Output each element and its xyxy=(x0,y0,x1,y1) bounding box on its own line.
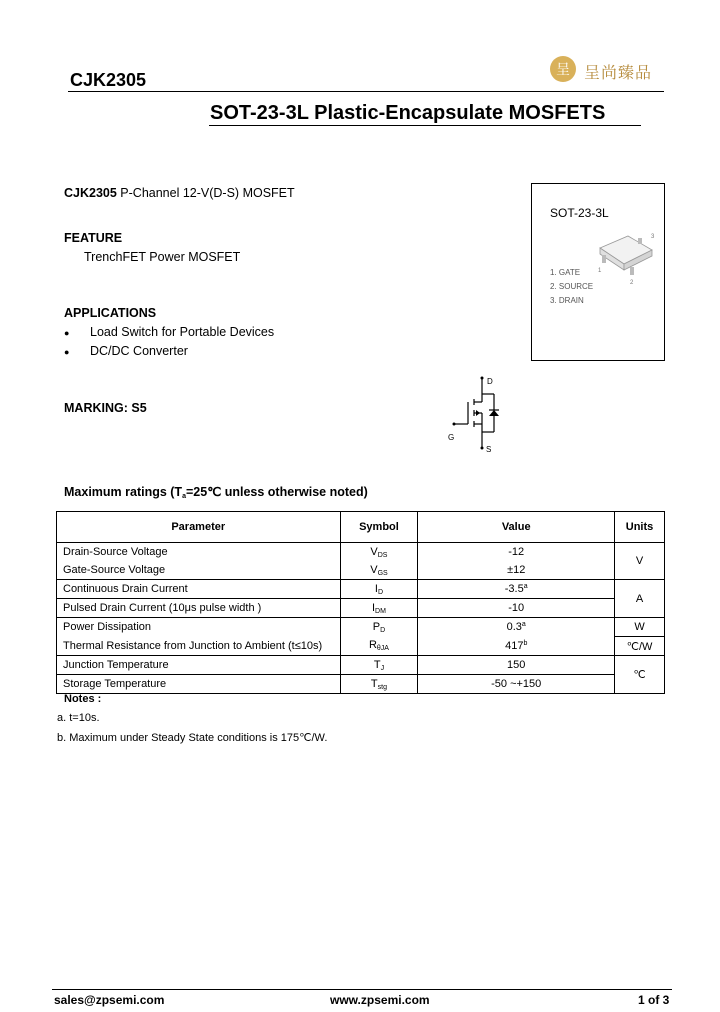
pin-gate: 1. GATE xyxy=(550,268,581,277)
param-cell: Storage Temperature xyxy=(57,675,341,694)
bullet-icon: ● xyxy=(64,347,70,357)
value-cell: ±12 xyxy=(418,561,615,580)
unit-cell: ℃/W xyxy=(615,637,665,656)
table-row xyxy=(57,656,665,675)
note-a: a. t=10s. xyxy=(57,712,100,724)
pin-1-label: 1 xyxy=(598,268,602,274)
marking: MARKING: S5 xyxy=(64,401,147,415)
col-symbol: Symbol xyxy=(340,512,418,543)
header-rule xyxy=(68,91,664,92)
pin-source: 2. SOURCE xyxy=(550,282,594,291)
symbol-cell: $I_{DM}$ xyxy=(340,599,418,618)
pin-2-label: 2 xyxy=(630,280,634,286)
value-cell: -3.5$^a$ xyxy=(418,580,615,599)
logo-mark: 呈 xyxy=(556,62,570,78)
page-title: SOT-23-3L Plastic-Encapsulate MOSFETS xyxy=(210,102,606,124)
param-cell: Continuous Drain Current xyxy=(57,580,341,599)
footer-website[interactable]: www.zpsemi.com xyxy=(330,993,430,1007)
symbol-cell: $V_{DS}$ xyxy=(340,543,418,562)
ratings-heading xyxy=(64,484,368,500)
value-cell: -50 ~+150 xyxy=(418,675,615,694)
drain-label: D xyxy=(487,377,493,386)
table-row xyxy=(57,599,665,618)
symbol-cell: $T_J$ xyxy=(340,656,418,675)
intro-line xyxy=(64,186,295,200)
ratings-heading-pre: Maximum ratings (T xyxy=(64,485,183,499)
unit-cell: ℃ xyxy=(615,656,665,694)
value-cell: 0.3$^a$ xyxy=(418,618,615,637)
param-cell: Junction Temperature xyxy=(57,656,341,675)
application-item-2: DC/DC Converter xyxy=(90,344,188,358)
col-units: Units xyxy=(615,512,665,543)
part-number: CJK2305 xyxy=(70,70,147,90)
package-box xyxy=(531,183,665,361)
title-underline xyxy=(209,125,641,126)
value-cell: 417$^b$ xyxy=(418,637,615,656)
ratings-heading-sub: a xyxy=(182,493,186,500)
mosfet-symbol-icon xyxy=(440,372,510,454)
value-cell: -12 xyxy=(418,543,615,562)
ratings-table xyxy=(56,511,665,694)
pin-drain: 3. DRAIN xyxy=(550,296,584,305)
table-row xyxy=(57,543,665,562)
intro-description: P-Channel 12-V(D-S) MOSFET xyxy=(116,186,295,200)
company-logo xyxy=(548,54,668,84)
table-row xyxy=(57,637,665,656)
symbol-cell: $P_D$ xyxy=(340,618,418,637)
unit-cell: V xyxy=(615,543,665,580)
feature-heading: FEATURE xyxy=(64,231,123,245)
col-parameter: Parameter xyxy=(57,512,341,543)
pin-3-label: 3 xyxy=(651,234,655,240)
application-item-1: Load Switch for Portable Devices xyxy=(90,325,275,339)
table-row xyxy=(57,618,665,637)
source-label: S xyxy=(486,445,492,454)
notes-heading: Notes : xyxy=(64,693,102,705)
footer-rule xyxy=(52,989,672,990)
symbol-cell: $R_{\theta JA}$ xyxy=(340,637,418,656)
param-cell: Pulsed Drain Current (10μs pulse width ) xyxy=(57,599,341,618)
intro-part: CJK2305 xyxy=(64,186,117,200)
param-cell: Power Dissipation xyxy=(57,618,341,637)
unit-cell: A xyxy=(615,580,665,618)
applications-heading: APPLICATIONS xyxy=(64,306,157,320)
col-value: Value xyxy=(418,512,615,543)
symbol-cell: $V_{GS}$ xyxy=(340,561,418,580)
table-row xyxy=(57,580,665,599)
ratings-heading-post: =25℃ unless otherwise noted) xyxy=(185,485,368,499)
symbol-cell: $T_{stg}$ xyxy=(340,675,418,694)
logo-icon xyxy=(548,54,580,84)
table-row xyxy=(57,561,665,580)
gate-label: G xyxy=(448,433,455,442)
package-title: SOT-23-3L xyxy=(550,206,609,220)
footer-email[interactable]: sales@zpsemi.com xyxy=(54,993,165,1007)
symbol-cell: $I_D$ xyxy=(340,580,418,599)
feature-item: TrenchFET Power MOSFET xyxy=(84,250,241,264)
param-cell: Thermal Resistance from Junction to Ambient (t≤10s) xyxy=(57,637,341,656)
bullet-icon: ● xyxy=(64,328,70,338)
value-cell: 150 xyxy=(418,656,615,675)
note-b: b. Maximum under Steady State conditions is 175℃/W. xyxy=(57,732,328,744)
list-item xyxy=(64,325,274,339)
pin-list xyxy=(550,266,593,308)
unit-cell: W xyxy=(615,618,665,637)
param-cell: Drain-Source Voltage xyxy=(57,543,341,562)
value-cell: -10 xyxy=(418,599,615,618)
logo-text: 呈尚臻品 xyxy=(584,63,653,82)
table-row xyxy=(57,675,665,694)
sot23-package-icon xyxy=(594,228,656,288)
list-item xyxy=(64,344,188,358)
param-cell: Gate-Source Voltage xyxy=(57,561,341,580)
footer-page-number: 1 of 3 xyxy=(638,993,670,1007)
